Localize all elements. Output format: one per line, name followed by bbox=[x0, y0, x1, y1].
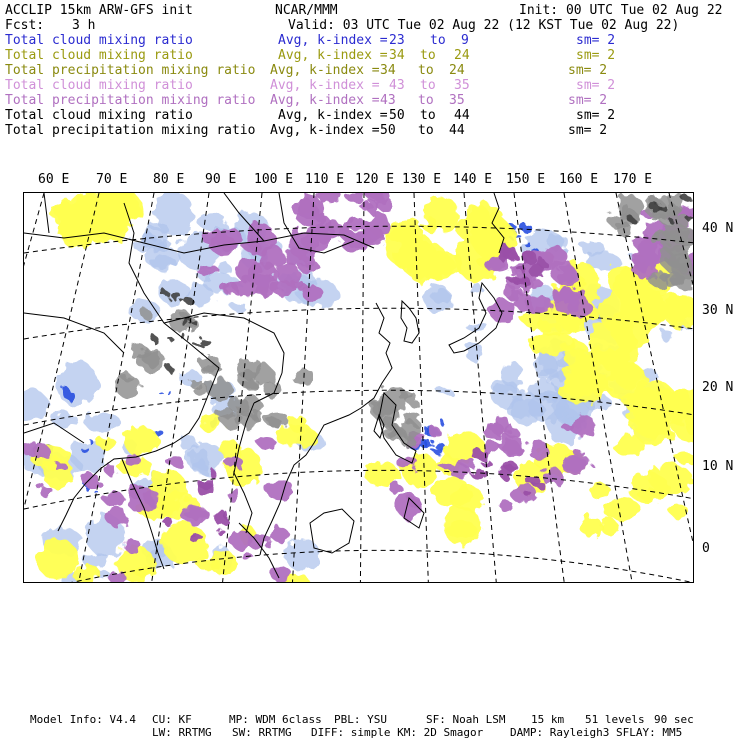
cloud-patch bbox=[218, 262, 231, 274]
field-k-from: 34 bbox=[389, 48, 405, 63]
cloud-patch bbox=[403, 411, 421, 425]
field-smoothing: sm= 2 bbox=[568, 63, 608, 78]
cloud-patch bbox=[677, 454, 694, 464]
cloud-patch bbox=[217, 530, 226, 535]
cloud-patch bbox=[166, 456, 184, 467]
field-k-to-word: to bbox=[418, 63, 434, 78]
field-k-from: 50 bbox=[389, 108, 405, 123]
cloud-patch bbox=[638, 315, 658, 328]
field-row bbox=[0, 78, 740, 93]
footer-levels: 51 levels bbox=[585, 713, 645, 726]
cloud-patch bbox=[216, 409, 235, 419]
field-k-to-word: to bbox=[420, 108, 436, 123]
cloud-patch bbox=[343, 217, 370, 232]
footer-cumulus: CU: KF bbox=[152, 713, 192, 726]
cloud-patch bbox=[244, 378, 255, 390]
cloud-patch bbox=[172, 292, 181, 301]
cloud-patch bbox=[649, 271, 668, 287]
field-name: Total cloud mixing ratio bbox=[5, 108, 193, 123]
cloud-patch bbox=[56, 361, 98, 406]
field-k-from: 23 bbox=[389, 33, 405, 48]
field-k-to: 44 bbox=[449, 123, 465, 138]
cloud-patch bbox=[140, 308, 150, 318]
cloud-patch bbox=[236, 257, 260, 282]
lon-label: 80 E bbox=[153, 172, 185, 187]
field-k-to: 44 bbox=[454, 108, 470, 123]
field-k-from: 43 bbox=[389, 78, 405, 93]
footer-resolution: 15 km bbox=[531, 713, 565, 726]
cloud-patch bbox=[227, 487, 240, 501]
field-k-to: 9 bbox=[461, 33, 469, 48]
cloud-patch bbox=[531, 280, 543, 291]
cloud-patch bbox=[40, 486, 53, 498]
lon-label: 140 E bbox=[453, 172, 493, 187]
field-smoothing: sm= 2 bbox=[576, 78, 616, 93]
field-name: Total cloud mixing ratio bbox=[5, 33, 193, 48]
cloud-patch bbox=[499, 500, 513, 512]
cloud-patch bbox=[134, 565, 155, 578]
field-k-to-word: to bbox=[418, 123, 434, 138]
grid-line bbox=[360, 193, 364, 583]
forecast-hour: 3 h bbox=[72, 18, 96, 33]
plot-title: ACCLIP 15km ARW-GFS init bbox=[5, 3, 193, 18]
cloud-patch bbox=[446, 520, 476, 538]
cloud-patch bbox=[434, 449, 444, 455]
field-name: Total cloud mixing ratio bbox=[5, 78, 193, 93]
field-smoothing: sm= 2 bbox=[568, 93, 608, 108]
field-k-to-word: to bbox=[418, 93, 434, 108]
cloud-patch bbox=[659, 331, 674, 340]
cloud-patch bbox=[247, 534, 273, 550]
cloud-patch bbox=[198, 482, 214, 498]
institution-label: NCAR/MMM bbox=[275, 3, 338, 18]
lon-label: 170 E bbox=[613, 172, 653, 187]
field-avg-label: Avg, k-index = bbox=[270, 63, 380, 78]
cloud-patch bbox=[165, 518, 174, 527]
cloud-patch bbox=[650, 463, 692, 495]
cloud-patch bbox=[168, 337, 174, 341]
field-smoothing: sm= 2 bbox=[576, 48, 616, 63]
cloud-patch bbox=[85, 413, 121, 434]
field-k-to-word: to bbox=[420, 78, 436, 93]
cloud-patch bbox=[363, 233, 376, 243]
field-k-from: 43 bbox=[380, 93, 396, 108]
cloud-patch bbox=[87, 439, 92, 443]
field-name: Total precipitation mixing ratio bbox=[5, 123, 256, 138]
lon-label: 150 E bbox=[506, 172, 546, 187]
cloud-patch bbox=[167, 366, 174, 373]
cloud-patch bbox=[425, 285, 452, 314]
cloud-patch bbox=[510, 484, 537, 502]
cloud-patch bbox=[603, 498, 641, 520]
cloud-patch bbox=[389, 483, 401, 494]
cloud-patch bbox=[284, 539, 320, 571]
field-name: Total cloud mixing ratio bbox=[5, 48, 193, 63]
footer-sflay: SFLAY: MM5 bbox=[616, 726, 683, 739]
cloud-patch bbox=[213, 509, 227, 524]
cloud-patch bbox=[143, 490, 160, 505]
cloud-patch bbox=[523, 240, 529, 245]
lon-label: 90 E bbox=[205, 172, 237, 187]
cloud-patch bbox=[271, 281, 297, 296]
cloud-patch bbox=[563, 457, 589, 476]
footer-damping: DAMP: Rayleigh3 bbox=[510, 726, 610, 739]
field-row bbox=[0, 48, 740, 63]
lat-label: 20 N bbox=[702, 380, 734, 395]
field-smoothing: sm= 2 bbox=[576, 33, 616, 48]
field-row bbox=[0, 108, 740, 123]
field-k-from: 34 bbox=[380, 63, 396, 78]
cloud-patch bbox=[429, 427, 440, 438]
field-k-to: 24 bbox=[454, 48, 470, 63]
cloud-patch bbox=[52, 413, 78, 428]
cloud-patch bbox=[269, 527, 288, 541]
field-row bbox=[0, 123, 740, 138]
cloud-patch bbox=[191, 536, 198, 540]
cloud-patch bbox=[611, 308, 651, 351]
cloud-patch bbox=[232, 302, 247, 313]
field-k-to: 24 bbox=[449, 63, 465, 78]
field-name: Total precipitation mixing ratio bbox=[5, 63, 256, 78]
forecast-label: Fcst: bbox=[5, 18, 45, 33]
cloud-patch bbox=[106, 506, 127, 527]
cloud-patch bbox=[313, 225, 328, 240]
cloud-patch bbox=[237, 358, 264, 380]
cloud-patch bbox=[194, 343, 203, 348]
cloud-patch bbox=[537, 368, 559, 381]
cloud-patch bbox=[54, 461, 66, 470]
cloud-patch bbox=[298, 196, 324, 219]
field-name: Total precipitation mixing ratio bbox=[5, 93, 256, 108]
cloud-patch bbox=[439, 462, 454, 469]
lon-label: 110 E bbox=[305, 172, 345, 187]
cloud-patch bbox=[291, 369, 316, 384]
cloud-patch bbox=[258, 437, 276, 450]
cloud-patch bbox=[365, 462, 400, 486]
cloud-patch bbox=[123, 540, 141, 552]
field-avg-label: Avg, k-index = bbox=[270, 93, 380, 108]
cloud-patch bbox=[682, 194, 691, 202]
cloud-patch bbox=[468, 282, 481, 293]
cloud-patch bbox=[168, 393, 173, 397]
cloud-patch bbox=[491, 380, 518, 393]
cloud-patch bbox=[528, 332, 576, 356]
footer-diffusion: DIFF: simple KM: 2D Smagor bbox=[311, 726, 484, 739]
cloud-patch bbox=[266, 480, 295, 501]
cloud-patch bbox=[197, 265, 219, 277]
lon-label: 100 E bbox=[254, 172, 294, 187]
field-smoothing: sm= 2 bbox=[576, 108, 616, 123]
lat-label: 0 bbox=[702, 541, 710, 556]
cloud-patch bbox=[182, 301, 186, 304]
field-row bbox=[0, 63, 740, 78]
footer-timestep: 90 sec bbox=[654, 713, 694, 726]
lon-label: 60 E bbox=[38, 172, 70, 187]
field-avg-label: Avg, k-index = bbox=[278, 108, 388, 123]
footer-microphys: MP: WDM 6class bbox=[229, 713, 322, 726]
cloud-patch bbox=[298, 261, 320, 273]
field-avg-label: Avg, k-index = bbox=[270, 123, 380, 138]
field-avg-label: Avg, k-index = bbox=[278, 33, 388, 48]
valid-time: Valid: 03 UTC Tue 02 Aug 22 (12 KST Tue 02 Aug 22) bbox=[288, 18, 680, 33]
cloud-patch bbox=[518, 266, 526, 272]
cloud-patch bbox=[523, 489, 529, 496]
cloud-patch bbox=[503, 246, 517, 261]
cloud-patch bbox=[529, 263, 543, 277]
cloud-patch bbox=[162, 291, 170, 298]
cloud-patch bbox=[145, 249, 181, 269]
cloud-patch bbox=[160, 393, 164, 396]
cloud-patch bbox=[513, 293, 533, 310]
init-time: Init: 00 UTC Tue 02 Aug 22 bbox=[519, 3, 723, 18]
footer-surface: SF: Noah LSM bbox=[426, 713, 506, 726]
cloud-patch bbox=[564, 424, 575, 434]
cloud-patch bbox=[142, 347, 161, 366]
footer-longwave: LW: RRTMG bbox=[152, 726, 212, 739]
field-k-to: 35 bbox=[449, 93, 465, 108]
cloud-patch bbox=[90, 213, 121, 238]
lat-label: 30 N bbox=[702, 303, 734, 318]
cloud-patch bbox=[498, 435, 524, 453]
cloud-patch bbox=[104, 465, 116, 475]
cloud-patch bbox=[33, 444, 50, 458]
cloud-patch bbox=[201, 365, 222, 376]
cloud-patch bbox=[297, 284, 308, 291]
cloud-patch bbox=[423, 218, 439, 233]
cloud-patch bbox=[198, 337, 209, 344]
cloud-patch bbox=[434, 441, 443, 449]
cloud-patch bbox=[371, 398, 393, 416]
cloud-patch bbox=[360, 202, 372, 211]
field-row bbox=[0, 93, 740, 108]
cloud-patch bbox=[628, 217, 635, 223]
cloud-patch bbox=[408, 244, 450, 279]
cloud-patch bbox=[524, 252, 538, 264]
field-k-to: 35 bbox=[454, 78, 470, 93]
forecast-map bbox=[23, 192, 694, 583]
cloud-patch bbox=[656, 202, 664, 209]
cloud-patch bbox=[190, 379, 204, 389]
lat-label: 10 N bbox=[702, 459, 734, 474]
cloud-patch bbox=[151, 336, 158, 343]
field-avg-label: Avg, k-index = bbox=[270, 78, 380, 93]
cloud-patch bbox=[80, 447, 89, 452]
cloud-patch bbox=[464, 342, 483, 360]
cloud-patch bbox=[459, 459, 477, 468]
cloud-patch bbox=[509, 466, 516, 471]
footer-model-info: Model Info: V4.4 bbox=[30, 713, 136, 726]
cloud-patch bbox=[63, 389, 73, 399]
cloud-patch bbox=[119, 372, 133, 380]
cloud-patch bbox=[439, 421, 446, 425]
cloud-patch bbox=[208, 469, 216, 477]
cloud-patch bbox=[398, 391, 413, 400]
cloud-patch bbox=[192, 458, 207, 474]
field-avg-label: Avg, k-index = bbox=[278, 48, 388, 63]
cloud-patch bbox=[668, 404, 692, 416]
cloud-patch bbox=[514, 278, 530, 286]
cloud-patch bbox=[37, 539, 79, 580]
cloud-patch bbox=[536, 260, 546, 266]
lon-label: 120 E bbox=[355, 172, 395, 187]
cloud-patch bbox=[669, 219, 674, 224]
lon-label: 70 E bbox=[96, 172, 128, 187]
field-k-to-word: to bbox=[420, 48, 436, 63]
cloud-patch bbox=[269, 418, 282, 428]
field-k-to-word: to bbox=[430, 33, 446, 48]
cloud-patch bbox=[649, 230, 661, 242]
field-k-from: 50 bbox=[380, 123, 396, 138]
cloud-patch bbox=[561, 376, 598, 396]
field-row bbox=[0, 33, 740, 48]
cloud-patch bbox=[24, 390, 49, 422]
cloud-patch bbox=[346, 193, 365, 203]
cloud-patch bbox=[580, 516, 602, 537]
cloud-patch bbox=[533, 481, 545, 488]
cloud-patch bbox=[150, 222, 167, 234]
lon-label: 160 E bbox=[559, 172, 599, 187]
cloud-patch bbox=[542, 467, 562, 486]
cloud-patch bbox=[197, 557, 220, 570]
lon-label: 130 E bbox=[402, 172, 442, 187]
cloud-patch bbox=[185, 507, 207, 521]
footer-shortwave: SW: RRTMG bbox=[232, 726, 292, 739]
cloud-patch bbox=[520, 223, 531, 232]
cloud-patch bbox=[634, 416, 673, 446]
cloud-patch bbox=[554, 290, 580, 315]
cloud-patch bbox=[433, 476, 471, 507]
field-smoothing: sm= 2 bbox=[568, 123, 608, 138]
cloud-patch bbox=[225, 455, 242, 468]
cloud-patch bbox=[551, 260, 575, 284]
cloud-patch bbox=[95, 492, 99, 494]
cloud-patch bbox=[275, 425, 317, 448]
cloud-patch bbox=[601, 518, 618, 535]
cloud-patch bbox=[573, 450, 584, 456]
lat-label: 40 N bbox=[702, 221, 734, 236]
footer-pbl: PBL: YSU bbox=[334, 713, 387, 726]
cloud-patch bbox=[265, 381, 282, 399]
cloud-patch bbox=[471, 448, 487, 460]
cloud-patch bbox=[669, 193, 685, 209]
